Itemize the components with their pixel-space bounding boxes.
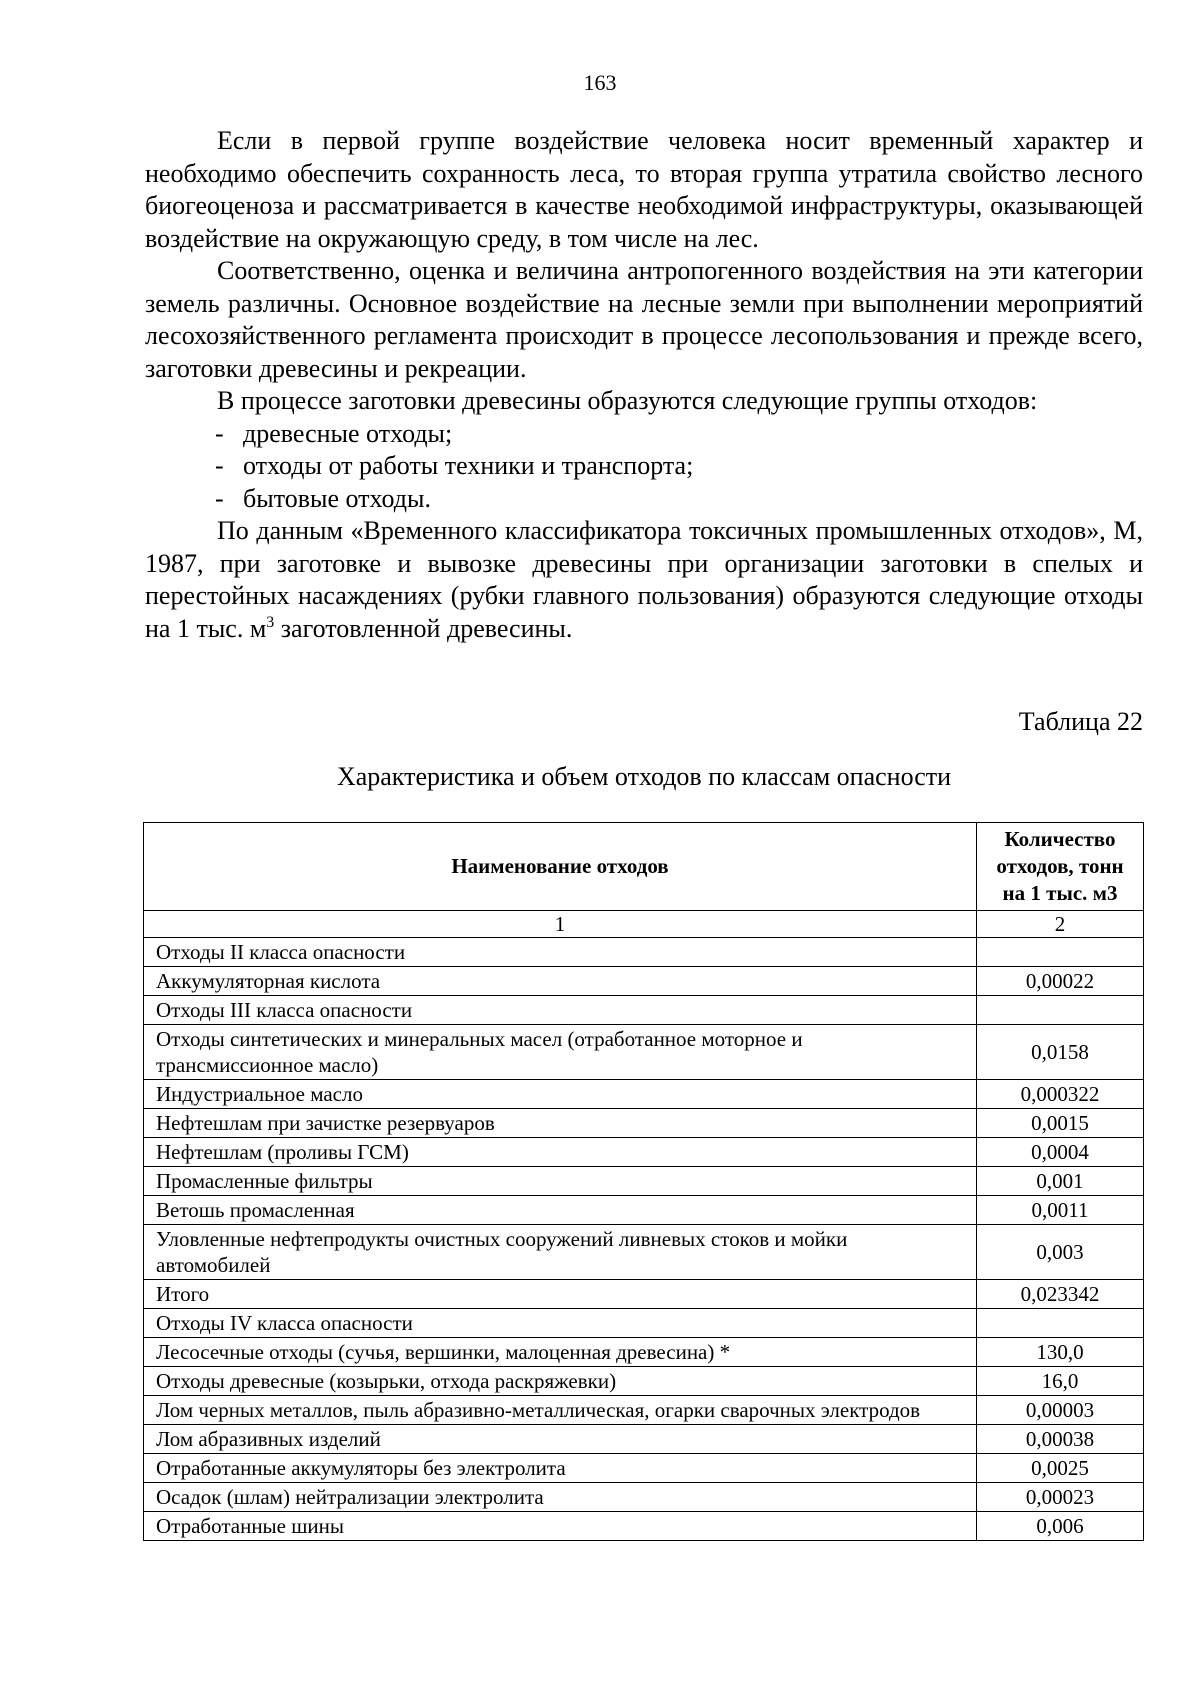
waste-name-cell: Ветошь промасленная <box>144 1196 977 1225</box>
waste-name-cell: Отработанные аккумуляторы без электролита <box>144 1454 977 1483</box>
table-row <box>144 1025 1144 1080</box>
waste-name-cell: Отходы синтетических и минеральных масел (отработанное моторное и трансмиссионное масло) <box>144 1025 977 1080</box>
waste-quantity-cell: 0,000322 <box>977 1080 1144 1109</box>
table-body <box>144 938 1144 1541</box>
waste-quantity-cell: 0,006 <box>977 1512 1144 1541</box>
table-row <box>144 1280 1144 1309</box>
header-quantity-line-3: на 1 тыс. м3 <box>1002 881 1118 905</box>
table-row <box>144 1396 1144 1425</box>
table-row <box>144 1483 1144 1512</box>
table-header-row <box>144 823 1144 911</box>
waste-quantity-cell: 0,00022 <box>977 967 1144 996</box>
table-row <box>144 1080 1144 1109</box>
paragraph-4-text: По данным «Временного классификатора токсичных промышленных отходов», М, 1987, при заготовке и вывозке древесины при организации заготовки в спелых и перестойных насаждениях (рубки главного пользования) образуются следующие отходы на 1 тыс. м <box>145 516 1143 643</box>
bullet-dash: - <box>215 418 224 448</box>
waste-name-cell: Аккумуляторная кислота <box>144 967 977 996</box>
header-waste-name: Наименование отходов <box>144 823 977 911</box>
table-row <box>144 1454 1144 1483</box>
body-text <box>145 125 1143 645</box>
waste-quantity-cell: 16,0 <box>977 1367 1144 1396</box>
waste-name-cell: Индустриальное масло <box>144 1080 977 1109</box>
table-row <box>144 1367 1144 1396</box>
table-row <box>144 1425 1144 1454</box>
header-quantity-line-2: отходов, тонн <box>996 854 1124 878</box>
waste-quantity-cell <box>977 1309 1144 1338</box>
bullet-dash: - <box>215 451 224 480</box>
waste-quantity-cell: 0,003 <box>977 1225 1144 1280</box>
bullet-item <box>145 418 1143 451</box>
column-number: 2 <box>977 911 1144 938</box>
waste-quantity-cell: 0,00003 <box>977 1396 1144 1425</box>
table-row <box>144 1512 1144 1541</box>
table-row <box>144 1225 1144 1280</box>
bullet-text: древесные отходы; <box>243 418 453 448</box>
bullet-item <box>145 483 1143 516</box>
waste-name-cell: Отработанные шины <box>144 1512 977 1541</box>
table-title: Характеристика и объем отходов по классам опасности <box>336 762 952 791</box>
waste-quantity-cell: 0,0025 <box>977 1454 1144 1483</box>
waste-name-cell: Нефтешлам при зачистке резервуаров <box>144 1109 977 1138</box>
table-number: Таблица 22 <box>1018 707 1143 736</box>
waste-table <box>143 822 1144 1541</box>
header-quantity-line-1: Количество <box>1004 827 1116 851</box>
waste-name-cell: Уловленные нефтепродукты очистных сооружений ливневых стоков и мойки автомобилей <box>144 1225 977 1280</box>
waste-quantity-cell <box>977 996 1144 1025</box>
waste-quantity-cell: 0,00023 <box>977 1483 1144 1512</box>
waste-quantity-cell: 0,0011 <box>977 1196 1144 1225</box>
bullet-text: отходы от работы техники и транспорта; <box>243 451 694 480</box>
table-row <box>144 938 1144 967</box>
waste-name-cell: Отходы III класса опасности <box>144 996 977 1025</box>
waste-quantity-cell: 0,0158 <box>977 1025 1144 1080</box>
table-row <box>144 1138 1144 1167</box>
waste-name-cell: Лом черных металлов, пыль абразивно-металлическая, огарки сварочных электродов <box>144 1396 977 1425</box>
waste-quantity-cell: 0,0015 <box>977 1109 1144 1138</box>
waste-name-cell: Осадок (шлам) нейтрализации электролита <box>144 1483 977 1512</box>
waste-quantity-cell <box>977 938 1144 967</box>
bullet-dash: - <box>215 483 224 513</box>
paragraph-4 <box>145 515 1143 645</box>
paragraph-2: Соответственно, оценка и величина антропогенного воздействия на эти категории земель различны. Основное воздействие на лесные земли при выполнении мероприятий лесохозяйственного регламента происходит в процессе лесопользования и прежде всего, заготовки древесины и рекреации. <box>145 256 1143 383</box>
paragraph-4-tail: заготовленной древесины. <box>274 613 573 643</box>
waste-name-cell: Итого <box>144 1280 977 1309</box>
table-row <box>144 967 1144 996</box>
waste-name-cell: Лом абразивных изделий <box>144 1425 977 1454</box>
waste-quantity-cell: 0,001 <box>977 1167 1144 1196</box>
waste-name-cell: Промасленные фильтры <box>144 1167 977 1196</box>
table-row <box>144 1109 1144 1138</box>
column-number-row <box>144 911 1144 938</box>
bullet-item <box>145 450 1143 483</box>
waste-name-cell: Отходы IV класса опасности <box>144 1309 977 1338</box>
waste-quantity-cell: 130,0 <box>977 1338 1144 1367</box>
page-number: 163 <box>583 70 617 95</box>
waste-name-cell: Отходы древесные (козырьки, отхода раскряжевки) <box>144 1367 977 1396</box>
waste-name-cell: Отходы II класса опасности <box>144 938 977 967</box>
bullet-text: бытовые отходы. <box>243 483 431 513</box>
column-number: 1 <box>144 911 977 938</box>
header-quantity <box>977 823 1144 911</box>
waste-quantity-cell: 0,0004 <box>977 1138 1144 1167</box>
table-row <box>144 1309 1144 1338</box>
waste-name-cell: Нефтешлам (проливы ГСМ) <box>144 1138 977 1167</box>
waste-quantity-cell: 0,023342 <box>977 1280 1144 1309</box>
table-row <box>144 996 1144 1025</box>
table-row <box>144 1196 1144 1225</box>
paragraph-3: В процессе заготовки древесины образуются следующие группы отходов: <box>217 386 1038 415</box>
paragraph-1: Если в первой группе воздействие человека носит временный характер и необходимо обеспечить сохранность леса, то вторая группа утратила свойство лесного биогеоценоза и рассматривается в качестве необходимой инфраструктуры, оказывающей воздействие на окружающую среду, в том числе на лес. <box>145 126 1143 253</box>
table-row <box>144 1167 1144 1196</box>
table-row <box>144 1338 1144 1367</box>
superscript-3: 3 <box>266 613 275 631</box>
waste-name-cell: Лесосечные отходы (сучья, вершинки, малоценная древесина) * <box>144 1338 977 1367</box>
waste-quantity-cell: 0,00038 <box>977 1425 1144 1454</box>
